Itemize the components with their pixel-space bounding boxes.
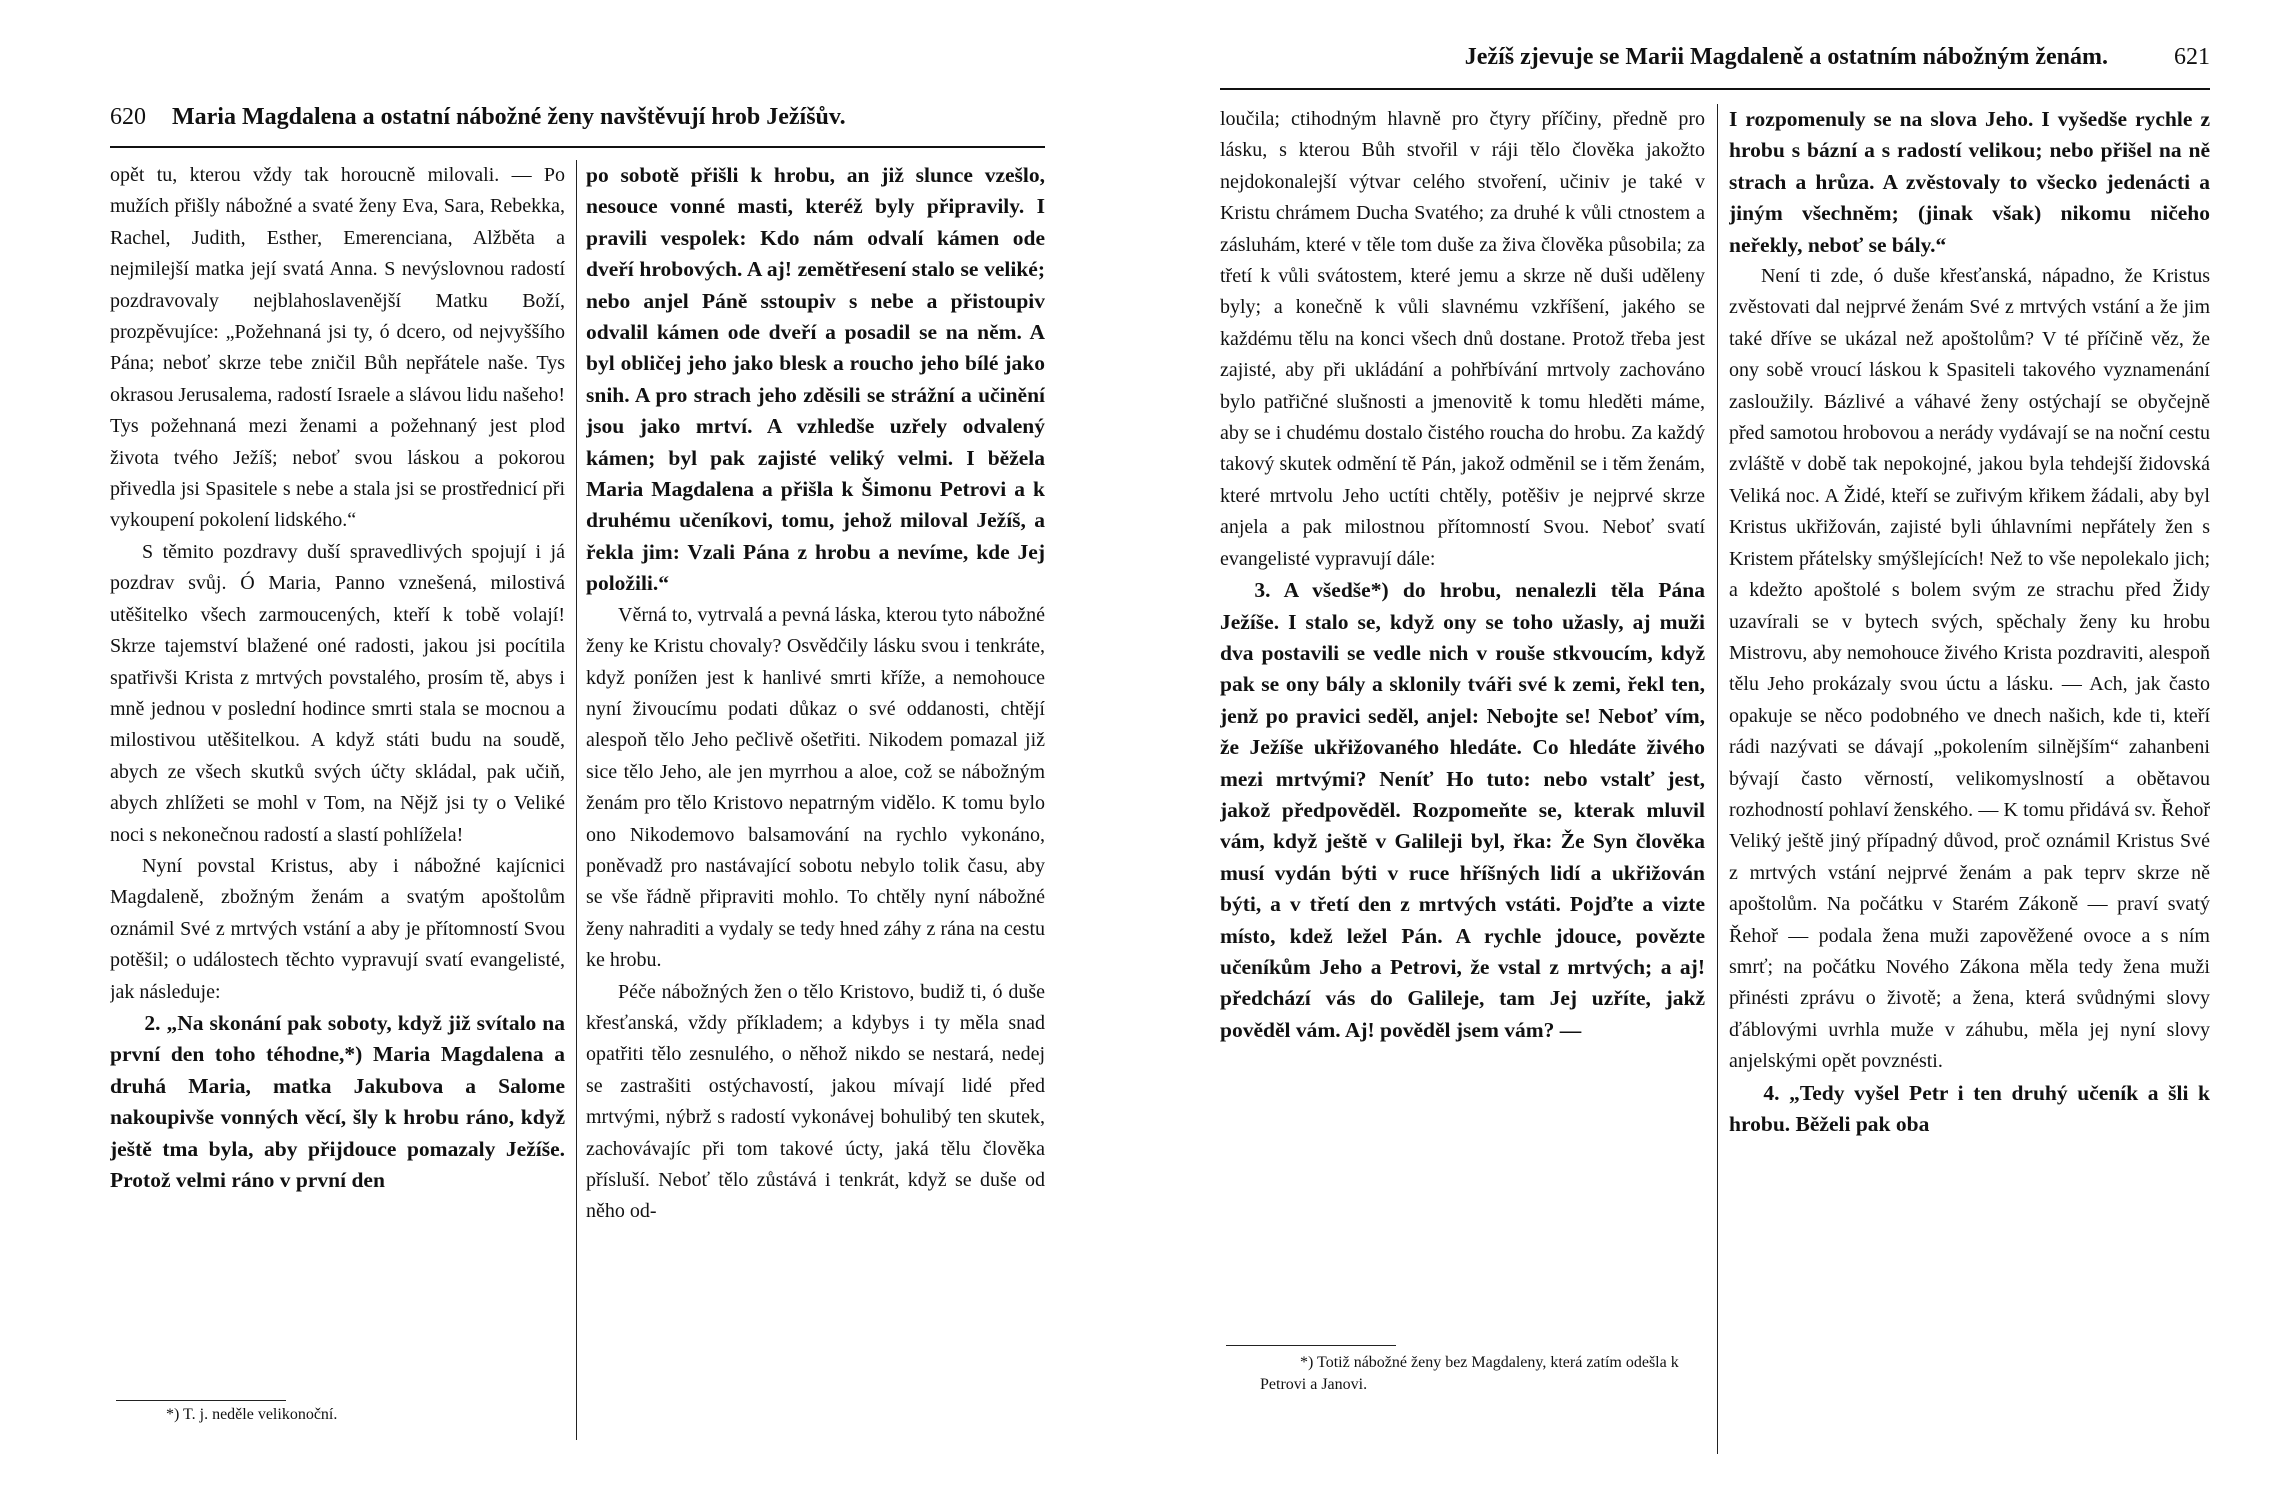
page-number: 621 (2174, 44, 2210, 70)
page-number: 620 (110, 104, 146, 130)
scripture-paragraph: 3. A všedše*) do hrobu, nenalezli těla Pána Ježíše. I stalo se, když ony se toho užasly, aj muži dva postavili se vedle nich v rouše stkvoucím, když pak se ony bály a sklonily tváři své k zemi, řekl ten, jenž po pravici seděl, anjel: Nebojte se! Neboť vím, že Ježíše ukřižovaného hledáte. Co hledáte živého mezi mrtvými? Neníť Ho tuto: nebo vstalť jest, jakož předpověděl. Rozpomeňte se, kterak mluvil vám, když ještě v Galileji byl, řka: Že Syn člověka musí vydán býti v ruce hříšných lidí a ukřižován býti, a v třetí den z mrtvých vstáti. Pojďte a vizte místo, kdež ležel Pán. A rychle jdouce, povězte učeníkům Jeho a Petrovi, že vstal z mrtvých; a aj! předchází vás do Galileje, tam Jej uzříte, jakž pověděl vám. Aj! pověděl jsem vám? — (1220, 578, 1705, 1042)
scripture-paragraph: po sobotě přišli k hrobu, an již slunce vzešlo, nesouce vonné masti, kteréž byly připravily. I pravili vespolek: Kdo nám odvalí kámen ode dveří hrobových. A aj! zemětřesení stalo se veliké; nebo anjel Páně sstoupiv s nebe a přistoupiv odvalil kámen ode dveří a posadil se na něm. A byl obličej jeho jako blesk a roucho jeho bílé jako snih. A pro strach jeho zděsili se strážní a učinění jsou jako mrtví. A vzhledše uzřely odvalený kámen; byl pak zajisté veliký velmi. I běžela Maria Magdalena a přišla k Šimonu Petrovi a k druhému učeníkovi, tomu, jehož miloval Ježíš, a řekla jim: Vzali Pána z hrobu a nevíme, kde Jej položili.“ (586, 163, 1045, 596)
footnote: *) T. j. neděle velikonoční. (166, 1406, 338, 1423)
paragraph: S těmito pozdravy duší spravedlivých spojují i já pozdrav svůj. Ó Maria, Panno vznešená, milostivá utěšitelko všech zarmoucených, kteří k tobě volají! Skrze tajemství blažené oné radosti, jakou jsi pocítila spatřivši Krista z mrtvých povstalého, prosím tě, abys i mně jednou v poslední hodince smrti stala se mocnou a milostivou utěšitelkou. A když státi budu na soudě, abych ze všech skutků svých účty skládal, pak učiň, abych zhlížeti se mohl v Tom, na Nějž jsi ty o Veliké noci s nekonečnou radostí a slastí pohlížela! (110, 540, 565, 846)
header-rule (1220, 88, 2210, 90)
column-divider (576, 160, 577, 1440)
paragraph: Věrná to, vytrvalá a pevná láska, kterou tyto nábožné ženy ke Kristu chovaly? Osvědčily lásku svou i tenkráte, když ponížen jest k hanlivé smrti kříže, a nemohouce nyní živoucímu podati důkaz o své oddanosti, chtějí alespoň tělo Jeho pečlivě ošetřiti. Nikodem pomazal již sice tělo Jeho, ale jen myrrhou a aloe, což se nábožným ženám pro tělo Kristovo nepatrným vidělo. K tomu bylo ono Nikodemovo balsamování na rychlo vykonáno, poněvadž pro nastávající sobotu nebylo tolik času, aby se vše řádně připraviti mohlo. To chtěly nyní nábožné ženy nahraditi a vydaly se tedy hned záhy z rána na cestu ke hrobu. (586, 603, 1045, 972)
footnote: *) Totiž nábožné ženy bez Magdaleny, která zatím odešla k Petrovi a Janovi. (1260, 1354, 1679, 1393)
running-title: Ježíš zjevuje se Marii Magdaleně a ostatním nábožným ženám. (1464, 44, 2108, 70)
scripture-paragraph: 4. „Tedy vyšel Petr i ten druhý učeník a šli k hrobu. Běželi pak oba (1729, 1080, 2210, 1136)
scripture-paragraph: 2. „Na skonání pak soboty, když již svítalo na první den toho téhodne,*) Maria Magdalena a druhá Maria, matka Jakubova a Salome nakoupivše vonných věcí, šly k hrobu ráno, když ještě tma byla, aby přijdouce pomazaly Ježíše. Protož velmi ráno v první den (110, 1010, 565, 1192)
left-column (1220, 104, 1705, 1336)
left-column (110, 160, 565, 1395)
running-title: Maria Magdalena a ostatní nábožné ženy navštěvují hrob Ježíšův. (172, 104, 846, 130)
paragraph: Není ti zde, ó duše křesťanská, nápadno, že Kristus zvěstovati dal nejprvé ženám Své z mrtvých vstání a že jim také dříve se ukázal než apoštolům? V té příčině věz, že ony sobě vroucí láskou k Spasiteli takového vyznamenání zasloužily. Bázlivé a váhavé ženy ostýchají se obyčejně před samotou hrobovou a nerády vydávají se na noční cestu zvláště v době tak nepokojné, jakou byla tehdejší židovská Veliká noc. A Židé, kteří se zuřivým křikem žádali, aby byl Kristus ukřižován, zajisté byli úhlavními nepřátely žen s Kristem přátelsky smýšlejících! Než to vše nepolekalo jich; a kdežto apoštolé s bolem svým ze strachu před Židy uzavírali se v bytech svých, spěchaly ženy ku hrobu Mistrovu, aby nemohouce živého Krista pozdraviti, alespoň tělu Jeho prokázaly svou úctu a lásku. — Ach, jak často opakuje se něco podobného ve dnech našich, kde ti, kteří rádi nazývati se dávají „pokolením silnějším“ zahanbeni bývají často věrností, velikomyslností a obětavou rozhodností pohlaví ženského. — K tomu přidává sv. Řehoř Veliký ještě jiný případný důvod, proč oznámil Kristus Své z mrtvých vstání nejprvé ženám a pak teprv skrze ně apoštolům. Na počátku v Starém Zákoně — praví svatý Řehoř — podala žena muži zapověžené ovoce a s ním smrť; na počátku Nového Zákona měla tedy žena muži přinésti zprávu o životě; a žena, která svůdnými slovy ďáblovými uvrhla muže v záhubu, měla jej nyní slovy anjelskými opět povznésti. (1729, 265, 2210, 1073)
paragraph: Nyní povstal Kristus, aby i nábožné kajícnici Magdaleně, zbožným ženám a svatým apoštolům oznámil Své z mrtvých vstání a aby je přítomností Svou potěšil; o událostech těchto vypravují svatí evangelisté, jak následuje: (110, 854, 565, 1003)
scripture-paragraph: I rozpomenuly se na slova Jeho. I vyšedše rychle z hrobu s bázní a s radostí velikou; nebo přišel na ně strach a hrůza. A zvěstovaly to všecko jedenácti a jiným všechněm; (jinak však) nikomu ničeho neřekly, neboť se bály.“ (1729, 107, 2210, 257)
paragraph: loučila; ctihodným hlavně pro čtyry příčiny, předně pro lásku, s kterou Bůh stvořil v ráji tělo člověka jakožto nejdokonalejší výtvar celého stvoření, učiniv je také v Kristu chrámem Ducha Svatého; za druhé k vůli ctnostem a zásluhám, které v těle tom duše za živa člověka působila; za třetí k vůli svátostem, které jemu a skrze ně duši uděleny byly; a konečně k vůli slavnému vzkříšení, jakého se každému tělu na konci všech dnů dostane. Protož třeba jest zajisté, aby při ukládání a pohřbívání mrtvoly zachováno bylo patřičné slušnosti a jmenovitě k tomu hleděti máme, aby se i chudému dostalo čistého roucha do hrobu. Za každý takový skutek odmění tě Pán, jakož odměnil se i těm ženám, které mrtvolu Jeho uctíti chtěly, potěšiv je nejprvé skrze anjela a pak milostnou přítomností Svou. Neboť svatí evangelisté vypravují dále: (1220, 108, 1705, 570)
right-column (1729, 104, 2210, 1454)
column-divider (1717, 104, 1718, 1454)
right-column (586, 160, 1045, 1448)
left-page-header (110, 104, 1045, 131)
footnote-rule (1226, 1345, 1396, 1346)
paragraph: Péče nábožných žen o tělo Kristovo, budiž ti, ó duše křesťanská, vždy příkladem; a kdybys i ty měla snad opatřiti tělo zesnulého, o něhož nikdo se nestará, nedej se zastrašiti ostýchavostí, jakou mívají lidé před mrtvými, nýbrž s radostí vykonávej bohulibý ten skutek, zachovávajíc při tom takové úcty, jaká tělu člověka přísluší. Neboť tělo zůstává i tenkrát, když se duše od něho od- (586, 980, 1045, 1223)
right-page-header (1220, 44, 2210, 71)
header-rule (110, 146, 1045, 148)
paragraph: opět tu, kterou vždy tak horoucně milovali. — Po mužích přišly nábožné a svaté ženy Eva, Sara, Rebekka, Rachel, Judith, Esther, Emerenciana, Alžběta a nejmilejší matka její svatá Anna. S nevýslovnou radostí pozdravovaly nejblahoslavenější Matku Boží, prozpěvujíce: „Požehnaná jsi ty, ó dcero, od nejvyššího Pána; neboť skrze tebe zničil Bůh nepřátele naše. Tys okrasou Jerusalema, radostí Israele a slávou lidu našeho! Tys požehnaná mezi ženami a požehnaný jest plod života tvého Ježíš; neboť svou láskou a pokorou přivedla jsi Spasitele s nebe a stala jsi se prostřednicí při vykoupení pokolení lidského.“ (110, 164, 565, 532)
footnote-rule (116, 1400, 286, 1401)
